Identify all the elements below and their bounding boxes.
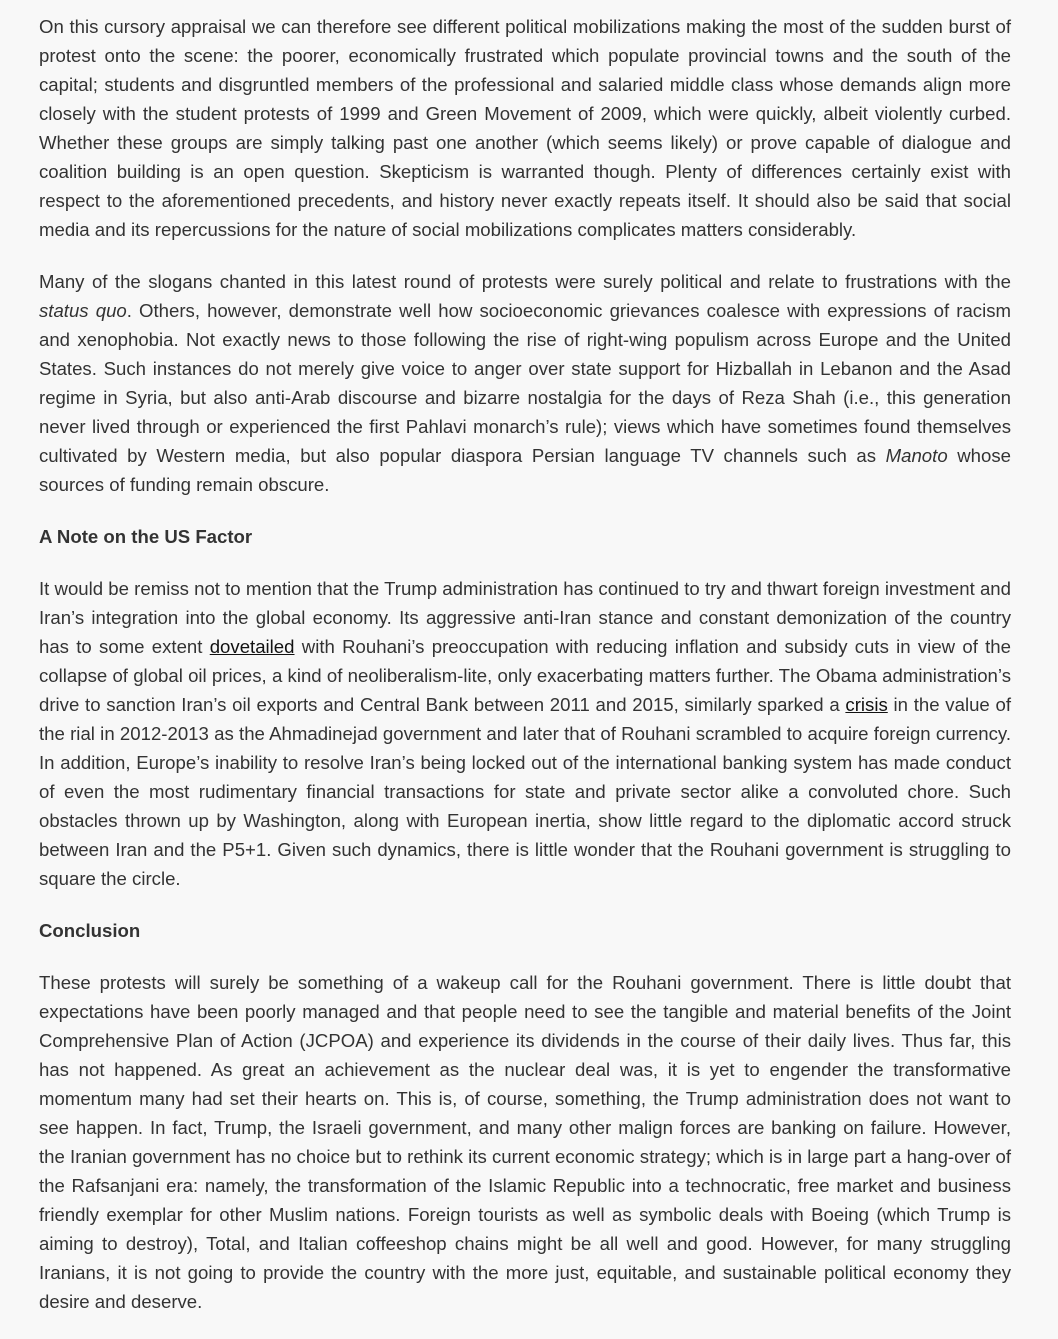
paragraph-slogans-text-1: Many of the slogans chanted in this latest round of protests were surely political and relate to frustrations with the (39, 271, 1011, 292)
paragraph-us-factor-text-2: with Rouhani’s preoccupation with reducing inflation and subsidy cuts in view of the collapse of global oil prices, a kind of neoliberalism-lite, only exacerbating matters further. The Obama administration’s drive to sanction Iran’s oil exports and Central Bank between 2011 and 2015, similarly sparked a (39, 636, 1011, 715)
link-dovetailed[interactable]: dovetailed (209, 636, 295, 657)
paragraph-conclusion: These protests will surely be something of a wakeup call for the Rouhani government. There is little doubt that expectations have been poorly managed and that people need to see the tangible and material benefits of the Joint Comprehensive Plan of Action (JCPOA) and experience its dividends in the course of their daily lives. Thus far, this has not happened. As great an achievement as the nuclear deal was, it is yet to engender the transformative momentum many had set their hearts on. This is, of course, something, the Trump administration does not want to see happen. In fact, Trump, the Israeli government, and many other malign forces are banking on failure. However, the Iranian government has no choice but to rethink its current economic strategy; which is in large part a hang-over of the Rafsanjani era: namely, the transformation of the Islamic Republic into a technocratic, free market and business friendly exemplar for other Muslim nations. Foreign tourists as well as symbolic deals with Boeing (which Trump is aiming to destroy), Total, and Italian coffeeshop chains might be all well and good. However, for many struggling Iranians, it is not going to provide the country with the more just, equitable, and sustainable political economy they desire and deserve. (39, 972, 1011, 1312)
paragraph-social-mobilizations: On this cursory appraisal we can therefore see different political mobilizations making the most of the sudden burst of protest onto the scene: the poorer, economically frustrated which populate provincial towns and the south of the capital; students and disgruntled members of the professional and salaried middle class whose demands align more closely with the student protests of 1999 and Green Movement of 2009, which were quickly, albeit violently curbed. Whether these groups are simply talking past one another (which seems likely) or prove capable of dialogue and coalition building is an open question. Skepticism is warranted though. Plenty of differences certainly exist with respect to the aforementioned precedents, and history never exactly repeats itself. It should also be said that social media and its repercussions for the nature of social mobilizations complicates matters considerably. (39, 16, 1011, 240)
heading-conclusion: Conclusion (39, 920, 141, 941)
link-crisis[interactable]: crisis (845, 694, 888, 715)
paragraph-us-factor-text-3: in the value of the rial in 2012-2013 as the Ahmadinejad government and later that of Rouhani scrambled to acquire foreign currency. In addition, Europe’s inability to resolve Iran’s being locked out of the international banking system has made conduct of even the most rudimentary financial transactions for state and private sector alike a convoluted chore. Such obstacles thrown up by Washington, along with European inertia, show little regard to the diplomatic accord struck between Iran and the P5+1. Given such dynamics, there is little wonder that the Rouhani government is struggling to square the circle. (39, 694, 1011, 889)
heading-us-factor: A Note on the US Factor (39, 526, 253, 547)
paragraph-us-factor-text-1: It would be remiss not to mention that the Trump administration has continued to try and thwart foreign investment and Iran’s integration into the global economy. Its aggressive anti-Iran stance and constant demonization of the country has to some extent (39, 578, 1011, 657)
italic-manoto: Manoto (885, 445, 948, 466)
article-body (39, 12, 1011, 1339)
paragraph-slogans (39, 267, 1011, 499)
italic-status-quo: status quo (39, 300, 127, 321)
paragraph-slogans-text-3: whose sources of funding remain obscure. (39, 445, 1011, 495)
paragraph-us-factor (39, 574, 1011, 893)
paragraph-slogans-text-2: . Others, however, demonstrate well how socioeconomic grievances coalesce with expressions of racism and xenophobia. Not exactly news to those following the rise of right-wing populism across Europe and the United States. Such instances do not merely give voice to anger over state support for Hizballah in Lebanon and the Asad regime in Syria, but also anti-Arab discourse and bizarre nostalgia for the days of Reza Shah (i.e., this generation never lived through or experienced the first Pahlavi monarch’s rule); views which have sometimes found themselves cultivated by Western media, but also popular diaspora Persian language TV channels such as (39, 300, 1012, 466)
